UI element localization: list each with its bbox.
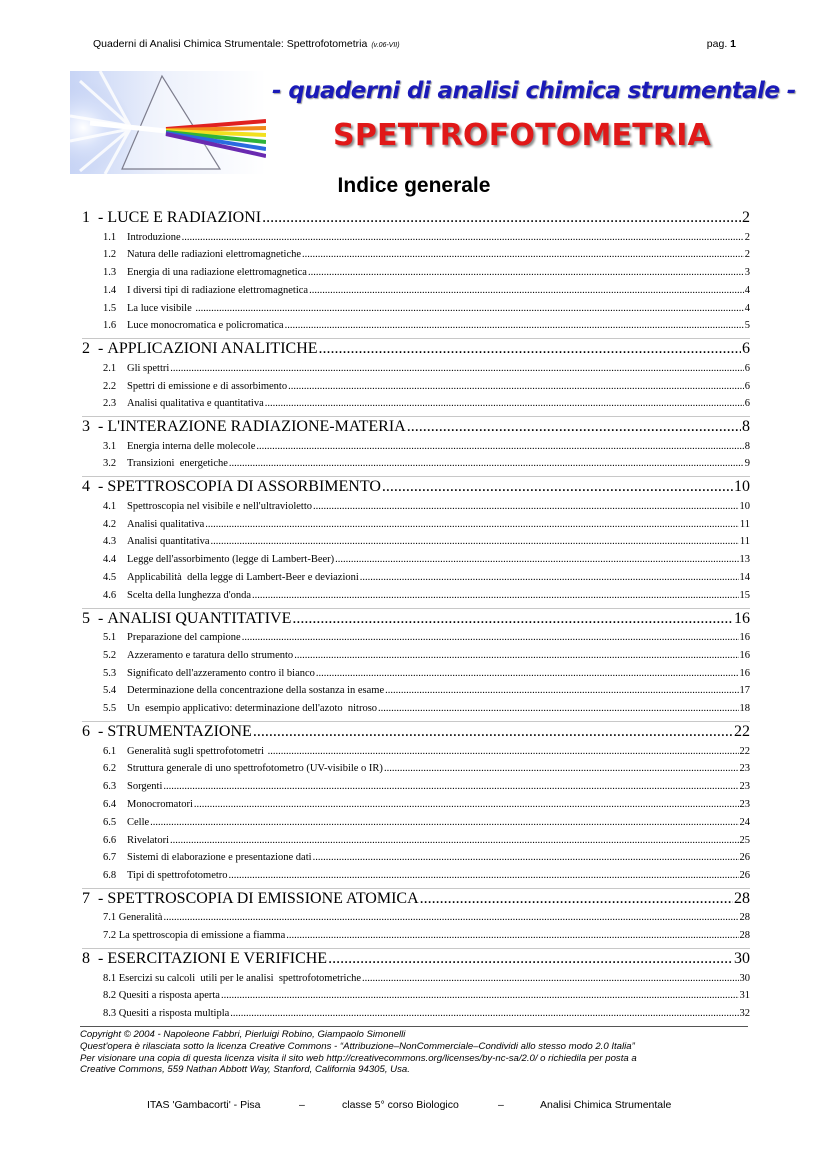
copyright-line: Copyright © 2004 - Napoleone Fabbri, Pierluigi Robino, Giampaolo Simonelli [80,1029,406,1040]
toc-section-entry[interactable] [82,438,750,456]
license-address-line: Creative Commons, 559 Nathan Abbott Way, Stanford, California 94305, Usa. [80,1064,410,1076]
section-page-number: 23 [739,781,750,793]
section-page-number: 13 [739,554,750,566]
chapter-number: 8 - [82,950,104,967]
section-page-number: 10 [739,500,750,512]
leader-dots [316,665,739,683]
toc-chapter-entry[interactable] [82,338,750,360]
prism-light-dispersion-icon [70,71,266,174]
chapter-number: 3 - [82,418,104,436]
section-title: Applicabilità della legge di Lambert-Beer e deviazioni [127,571,359,583]
section-number: 1.1 [103,231,117,243]
page-indicator: pag. 1 [706,38,736,50]
chapter-title: SPETTROSCOPIA DI ASSORBIMENTO [107,478,381,496]
section-page-number: 23 [739,763,750,775]
section-title: 8.1 Esercizi su calcoli utili per le analisi spettrofotometriche [103,972,362,984]
toc-section-entry[interactable] [82,814,750,832]
toc-section-entry[interactable] [82,743,750,761]
toc-section-entry[interactable] [82,395,750,413]
section-page-number: 26 [739,870,750,882]
toc-section-entry[interactable] [82,360,750,378]
section-title: Energia interna delle molecole [127,440,256,452]
toc-chapter-entry[interactable] [82,888,750,910]
section-title: 8.3 Quesiti a risposta multipla [103,1008,230,1020]
chapter-page-number: 28 [734,889,750,907]
section-title: 7.2 La spettroscopia di emissione a fiamma [103,930,286,942]
section-number: 5.3 [103,667,117,679]
leader-dots [150,814,738,832]
leader-dots [378,700,738,718]
section-page-number: 2 [744,231,750,243]
section-title: Energia di una radiazione elettromagnetica [127,267,307,279]
leader-dots [205,516,739,534]
section-page-number: 17 [739,685,750,697]
toc-section-entry[interactable] [82,569,750,587]
section-page-number: 25 [739,834,750,846]
toc-section-entry[interactable] [82,849,750,867]
section-title: Azzeramento e taratura dello strumento [127,649,294,661]
chapter-page-number: 2 [742,209,750,226]
toc-section-entry[interactable] [82,987,750,1005]
section-number: 4.5 [103,571,117,583]
section-title: Sistemi di elaborazione e presentazione dati [127,852,312,864]
toc-section-entry[interactable] [82,246,750,264]
section-number: 5.1 [103,632,117,644]
copyright-notice [80,1029,760,1076]
toc-section-entry[interactable] [82,317,750,335]
page-number: 1 [730,38,736,50]
leader-dots [194,796,739,814]
document-title: SPETTROFOTOMETRIA [333,118,711,153]
leader-dots [252,587,738,605]
section-page-number: 11 [739,518,750,530]
chapter-title: SPETTROSCOPIA DI EMISSIONE ATOMICA [107,889,419,907]
leader-dots [268,743,739,761]
leader-dots [163,778,738,796]
section-title: Analisi qualitativa e quantitativa [127,398,264,410]
section-page-number: 6 [744,362,750,374]
chapter-page-number: 30 [734,950,750,967]
chapter-page-number: 16 [734,609,750,627]
section-number: 5.5 [103,703,117,715]
section-title: Analisi quantitativa [127,536,210,548]
section-title: 7.1 Generalità [103,912,163,924]
footer-school: ITAS 'Gambacorti' - Pisa [147,1099,261,1111]
section-title: 8.2 Quesiti a risposta aperta [103,990,220,1002]
leader-dots [170,360,743,378]
section-number: 5.2 [103,649,117,661]
leader-dots [265,395,744,413]
leader-dots [221,987,739,1005]
leader-dots [170,832,739,850]
chapter-title: LUCE E RADIAZIONI [107,209,262,226]
toc-section-entry[interactable] [82,282,750,300]
section-number: 3.2 [103,458,117,470]
section-title: La luce visibile [127,302,195,314]
leader-dots [302,246,744,264]
section-page-number: 28 [739,912,750,924]
toc-section-entry[interactable] [82,970,750,988]
leader-dots [319,339,741,359]
license-line: Quest'opera è rilasciata sotto la licenza Creative Commons - “Attribuzione–NonCommerciale–Condividi allo stesso modo 2.0 Italia” [80,1040,635,1052]
toc-chapter-entry[interactable] [82,721,750,743]
section-page-number: 16 [739,667,750,679]
chapter-title: APPLICAZIONI ANALITICHE [107,340,318,358]
version-label: (v.06-VII) [371,42,400,49]
section-page-number: 9 [744,458,750,470]
section-number: 6.6 [103,834,117,846]
leader-dots [253,722,733,742]
toc-section-entry[interactable] [82,455,750,473]
section-title: Analisi qualitativa [127,518,205,530]
section-title: Tipi di spettrofotometro [127,870,228,882]
section-title: Gli spettri [127,362,170,374]
toc-section-entry[interactable] [82,629,750,647]
section-title: Transizioni energetiche [127,458,228,470]
footer-class: classe 5° corso Biologico [342,1099,459,1111]
chapter-title: ESERCITAZIONI E VERIFICHE [107,950,328,967]
section-number: 3.1 [103,440,117,452]
section-number: 4.1 [103,500,117,512]
section-page-number: 14 [739,571,750,583]
chapter-title: ANALISI QUANTITATIVE [107,609,292,627]
toc-section-entry[interactable] [82,832,750,850]
leader-dots [385,682,738,700]
toc-section-entry[interactable] [82,516,750,534]
section-page-number: 11 [739,536,750,548]
section-title: Monocromatori [127,798,193,810]
chapter-number: 5 - [82,609,104,627]
chapter-page-number: 22 [734,723,750,741]
section-page-number: 16 [739,632,750,644]
section-page-number: 16 [739,649,750,661]
leader-dots [309,282,744,300]
leader-dots [163,909,738,927]
section-number: 4.6 [103,589,117,601]
toc-section-entry[interactable] [82,1005,750,1023]
section-number: 6.5 [103,816,117,828]
section-page-number: 6 [744,380,750,392]
section-title: Scelta della lunghezza d'onda [127,589,252,601]
toc-section-entry[interactable] [82,533,750,551]
section-page-number: 32 [739,1008,750,1020]
series-subtitle: - quaderni di analisi chimica strumentale - [272,78,796,104]
leader-dots [360,569,739,587]
section-title: Luce monocromatica e policromatica [127,320,284,332]
license-url-line: Per visionare una copia di questa licenza visita il sito web http://creativecommons.org/licenses/by-nc-sa/2.0/ o richiedila per posta a [80,1052,637,1064]
section-title: Preparazione del campione [127,632,241,644]
section-page-number: 2 [744,249,750,261]
footer-separator: – [299,1099,305,1111]
section-number: 4.3 [103,536,117,548]
section-page-number: 6 [744,398,750,410]
leader-dots [262,208,741,228]
leader-dots [384,760,739,778]
chapter-title: STRUMENTAZIONE [107,723,252,741]
leader-dots [313,849,739,867]
toc-section-entry[interactable] [82,927,750,945]
section-page-number: 8 [744,440,750,452]
section-number: 1.5 [103,302,117,314]
section-page-number: 30 [739,972,750,984]
leader-dots [308,264,744,282]
leader-dots [256,438,743,456]
section-number: 6.8 [103,870,117,882]
chapter-number: 4 - [82,478,104,496]
section-title: Determinazione della concentrazione della sostanza in esame [127,685,385,697]
section-title: Introduzione [127,231,181,243]
footer-separator: – [498,1099,504,1111]
section-page-number: 28 [739,930,750,942]
section-number: 2.1 [103,362,117,374]
section-page-number: 31 [739,990,750,1002]
leader-dots [211,533,739,551]
section-title: Legge dell'assorbimento (legge di Lambert-Beer) [127,554,335,566]
toc-section-entry[interactable] [82,796,750,814]
section-page-number: 26 [739,852,750,864]
toc-section-entry[interactable] [82,498,750,516]
toc-section-entry[interactable] [82,682,750,700]
toc-section-entry[interactable] [82,867,750,885]
toc-section-entry[interactable] [82,378,750,396]
leader-dots [407,417,741,437]
toc-chapter-entry[interactable] [82,476,750,498]
running-title: Quaderni di Analisi Chimica Strumentale: Spettrofotometria (v.06-VII) [93,38,400,50]
leader-dots [294,647,738,665]
footer-subject: Analisi Chimica Strumentale [540,1099,672,1111]
section-number: 1.6 [103,320,117,332]
section-number: 6.1 [103,745,117,757]
leader-dots [195,300,743,318]
toc-section-entry[interactable] [82,665,750,683]
toc-section-entry[interactable] [82,229,750,247]
leader-dots [382,477,733,497]
chapter-number: 6 - [82,723,104,741]
section-number: 2.2 [103,380,117,392]
leader-dots [229,455,744,473]
chapter-number: 2 - [82,340,104,358]
leader-dots [292,609,733,629]
section-number: 1.4 [103,284,117,296]
index-heading: Indice generale [337,174,491,197]
section-title: I diversi tipi di radiazione elettromagnetica [127,284,309,296]
section-page-number: 15 [739,589,750,601]
chapter-title: L'INTERAZIONE RADIAZIONE-MATERIA [107,418,406,436]
section-page-number: 18 [739,703,750,715]
section-page-number: 3 [744,267,750,279]
toc-section-entry[interactable] [82,909,750,927]
section-page-number: 22 [739,745,750,757]
section-number: 6.2 [103,763,117,775]
leader-dots [313,498,738,516]
section-title: Spettroscopia nel visibile e nell'ultravioletto [127,500,313,512]
leader-dots [229,867,739,885]
section-title: Struttura generale di uno spettrofotometro (UV-visibile o IR) [127,763,383,775]
leader-dots [288,378,744,396]
leader-dots [328,949,733,969]
leader-dots [242,629,739,647]
section-page-number: 23 [739,798,750,810]
leader-dots [182,229,744,247]
toc-section-entry[interactable] [82,647,750,665]
leader-dots [286,927,738,945]
chapter-number: 7 - [82,889,104,907]
toc-section-entry[interactable] [82,300,750,318]
section-page-number: 5 [744,320,750,332]
section-number: 6.4 [103,798,117,810]
footer-divider [80,1026,748,1027]
section-number: 1.3 [103,267,117,279]
section-number: 6.3 [103,781,117,793]
toc-section-entry[interactable] [82,778,750,796]
section-title: Celle [127,816,150,828]
leader-dots [420,889,733,909]
section-title: Sorgenti [127,781,163,793]
toc-chapter-entry[interactable] [82,948,750,970]
toc-chapter-entry[interactable] [82,608,750,630]
section-number: 5.4 [103,685,117,697]
toc-section-entry[interactable] [82,264,750,282]
toc-section-entry[interactable] [82,587,750,605]
table-of-contents [82,208,750,1023]
section-number: 6.7 [103,852,117,864]
section-number: 4.4 [103,554,117,566]
leader-dots [362,970,738,988]
toc-chapter-entry[interactable] [82,416,750,438]
section-page-number: 24 [739,816,750,828]
section-page-number: 4 [744,284,750,296]
section-title: Rivelatori [127,834,169,846]
toc-section-entry[interactable] [82,760,750,778]
section-number: 1.2 [103,249,117,261]
toc-section-entry[interactable] [82,551,750,569]
section-title: Un esempio applicativo: determinazione dell'azoto nitroso [127,703,378,715]
chapter-number: 1 - [82,209,104,226]
section-title: Generalità sugli spettrofotometri [127,745,267,757]
chapter-page-number: 10 [734,478,750,496]
page-header [93,38,736,50]
section-title: Spettri di emissione e di assorbimento [127,380,288,392]
toc-section-entry[interactable] [82,700,750,718]
section-page-number: 4 [744,302,750,314]
chapter-page-number: 8 [742,418,750,436]
leader-dots [285,317,744,335]
section-title: Significato dell'azzeramento contro il bianco [127,667,315,679]
leader-dots [230,1005,738,1023]
toc-chapter-entry[interactable] [82,208,750,229]
chapter-page-number: 6 [742,340,750,358]
leader-dots [335,551,738,569]
section-number: 2.3 [103,398,117,410]
section-title: Natura delle radiazioni elettromagnetiche [127,249,302,261]
section-number: 4.2 [103,518,117,530]
